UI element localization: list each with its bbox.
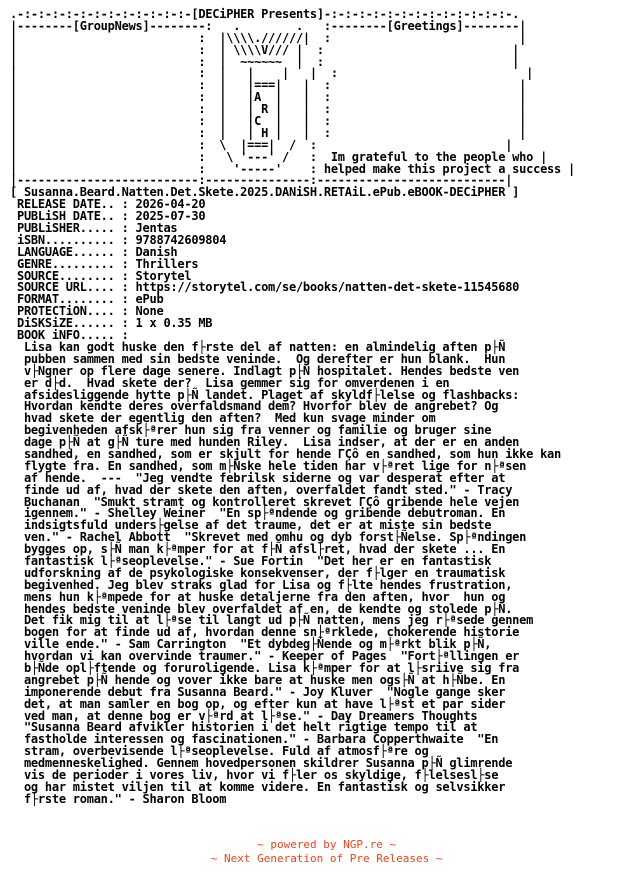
banner-line: |--------------------------:---------------:---------------------------| [10, 173, 513, 188]
info-line: LANGUAGE...... : Danish [10, 244, 178, 259]
book-info-line: begivenhed. Jeg blev straks glad for Lisa og f├lte hendes frustration, [10, 577, 513, 592]
book-info-line: ville ende." - Sam Carrington "Et dybdeg├Ñende og m├ªrkt blik p├Ñ, [10, 637, 492, 652]
info-line: FORMAT........ : ePub [10, 292, 164, 307]
book-info-line: det, at man samler en bog op, og efter kun at have l├ªst et par sider [10, 696, 506, 711]
release-title: [ Susanna.Beard.Natten.Det.Skete.2025.DANiSH.RETAiL.ePub.eBOOK-DECiPHER ] [10, 185, 520, 200]
book-info-line: "Susanna Beard afvikler historien i det helt rigtige tempo til at [10, 720, 478, 735]
footer-tagline [0, 838, 640, 866]
book-info-line: Det fik mig til at l├ªse til langt ud p├Ñ natten, mens jeg r├ªsede gennem [10, 613, 534, 628]
book-info-line: hvad skete der egentlig den aften? Med kun svage minder om [10, 411, 436, 426]
info-line: PUBLiSHER..... : Jentas [10, 221, 178, 236]
info-line: iSBN.......... : 9788742609804 [10, 232, 227, 247]
book-info-line: flygte fra. En sandhed, som m├Ñske hele tiden har v├ªret lige for n├ªsen [10, 458, 527, 473]
banner-line: | : | \\\\V/// | : | [10, 42, 520, 57]
book-info-line: Buchanan "Smukt stramt og kontrolleret skrevet ΓÇô gribende hele vejen [10, 494, 520, 509]
banner-line: | : | |===| | : | [10, 78, 527, 93]
book-info-line: indsigtsfuld unders├gelse af det traume, det er at miste sin bedste [10, 518, 492, 533]
book-info-line: Hvordan kendte deres overfaldsmand dem? Hvorfor blev de angrebet? Og [10, 399, 499, 414]
banner-line: | : \ '---' / : Im grateful to the people who | [10, 149, 548, 164]
book-info-line: er d├d. Hvad skete der? Lisa gemmer sig for omverdenen i en [10, 375, 450, 390]
book-info-line: hvordan vi kan overvinde traumer." - Keeper of Pages "Fort├ªllingen er [10, 649, 520, 664]
footer-tagline-text: ~ Next Generation of Pre Releases ~ [210, 852, 443, 865]
info-line: SOURCE........ : Storytel [10, 268, 192, 283]
banner-line: | : | |A | | : | [10, 90, 527, 105]
book-info-line: vis de perioder i vores liv, hvor vi f├ler os skyldige, f├lelsesl├se [10, 768, 499, 782]
book-info-line: imponerende debut fra Susanna Beard." - Joy Kluver "Nogle gange sker [10, 684, 506, 699]
book-info-line: v├Ngner op flere dage senere. Indlagt p├Ñ hospitalet. Hendes bedste ven [10, 363, 520, 378]
book-info-line: igennem." - Shelley Weiner "En sp├ªndende og gribende debutroman. En [10, 506, 506, 521]
footer-powered-by-text: ~ powered by NGP.re ~ [257, 838, 397, 851]
book-info-line: f├rste roman." - Sharon Bloom [10, 791, 227, 806]
book-info-line: angrebet p├Ñ hende og vover ikke bare at huske men ogs├Ñ at h├Ñbe. En [10, 672, 506, 687]
info-line: DiSKSiZE...... : 1 x 0.35 MB [10, 316, 213, 331]
book-info-line: sandhed, en sandhed, som er skjult for hende ΓÇô en sandhed, som hun ikke kan [10, 446, 561, 461]
book-info-line: ven." - Rachel Abbott "Skrevet med omhu og dyb forst├Ñelse. Sp├ªndingen [10, 530, 527, 545]
info-line: BOOK iNFO..... : [10, 328, 129, 343]
book-info-line: af hende. --- "Jeg vendte febrilsk siderne og var desperat efter at [10, 470, 506, 485]
book-info-line: dage p├Ñ at g├Ñ ture med hunden Riley. Lisa indser, at der er en anden [10, 435, 520, 450]
banner-line: .-:-:-:-:-:-:-:-:-:-:-:-:-[DECiPHER Presents]-:-:-:-:-:-:-:-:-:-:-:-:-:-. [10, 7, 520, 21]
banner-line: | : | | R | | : | [10, 102, 527, 117]
book-info-line: pubben sammen med sin bedste veninde. Og derefter er hun blank. Hun [10, 351, 506, 366]
book-info-line: mens hun k├ªmpede for at huske detaljerne fra den aften, hvor hun og [10, 589, 506, 604]
book-info-line: b├Ñde opl├ftende og foruroligende. Lisa k├ªmper for at l├sriive sig fra [10, 660, 520, 675]
book-info-line: hendes bedste veninde blev overfaldet af en, de kendte og stolede p├Ñ. [10, 601, 513, 616]
info-line: RELEASE DATE.. : 2026-04-20 [10, 197, 206, 212]
nfo-text [10, 9, 635, 806]
book-info-line: finde ud af, hvad der skete den aften, overfaldet fandt sted." - Tracy [10, 482, 513, 497]
book-info-line: Lisa kan godt huske den f├rste del af natten: en almindelig aften p├Ñ [10, 339, 506, 354]
book-info-line: medmenneskelighed. Gennem hovedpersonen skildrer Susanna p├Ñ glimrende [10, 756, 513, 771]
banner-line: | : | | | | : | [10, 66, 534, 81]
book-info-line: stram, overbevisende l├ªseoplevelse. Fuld af atmosf├ªre og [10, 744, 429, 759]
banner-line: | : | ~~~~~~ | : | [10, 54, 520, 69]
book-info-line: fantastisk l├ªseoplevelse." - Sue Fortin "Det her er en fantastisk [10, 553, 492, 568]
banner-line: | : '-----' : helped make this project a success | [10, 161, 575, 176]
book-info-line: udforskning af de psykologiske konsekvenser, der f├lger en traumatisk [10, 565, 506, 580]
book-info-line: begivenheden afsk├ªrer hun sig fra venner og familie og bruger sine [10, 423, 492, 438]
info-line: GENRE......... : Thrillers [10, 256, 199, 271]
book-info-line: og har mistet viljen til at komme videre. En fantastisk og selvsikker [10, 779, 506, 794]
info-line: PUBLiSH DATE.. : 2025-07-30 [10, 209, 206, 224]
book-info-line: ved man, at denne bog er v├ªrd at l├ªse." - Day Dreamers Thoughts [10, 708, 478, 723]
book-info-line: fastholde interessen og fascinationen." - Barbara Copperthwaite "En [10, 732, 499, 747]
banner-line: | : \ |===| / : | [10, 137, 513, 152]
banner-line: |--------[GroupNews]--------: . . :--------[Greetings]--------| [10, 18, 527, 33]
banner-line: | : |\\\\.//////| : | [10, 30, 527, 45]
info-line: PROTECTiON.... : None [10, 304, 164, 319]
info-line: SOURCE URL.... : https://storytel.com/se/books/natten-det-skete-11545680 [10, 280, 520, 295]
book-info-line: afsidesliggende hytte p├Ñ landet. Plaget af skyldf├lelse og flashbacks: [10, 387, 520, 402]
book-info-line: bogen for at finde ud af, hvordan denne sn├ªrklede, chokerende historie [10, 625, 520, 640]
book-info-line: bygges op, s├Ñ man k├ªmper for at f├Ñ afsl├ret, hvad der skete ... En [10, 542, 506, 557]
banner-line: | : | | H | | : | [10, 125, 527, 140]
banner-line: | : | |C | | : | [10, 114, 527, 129]
